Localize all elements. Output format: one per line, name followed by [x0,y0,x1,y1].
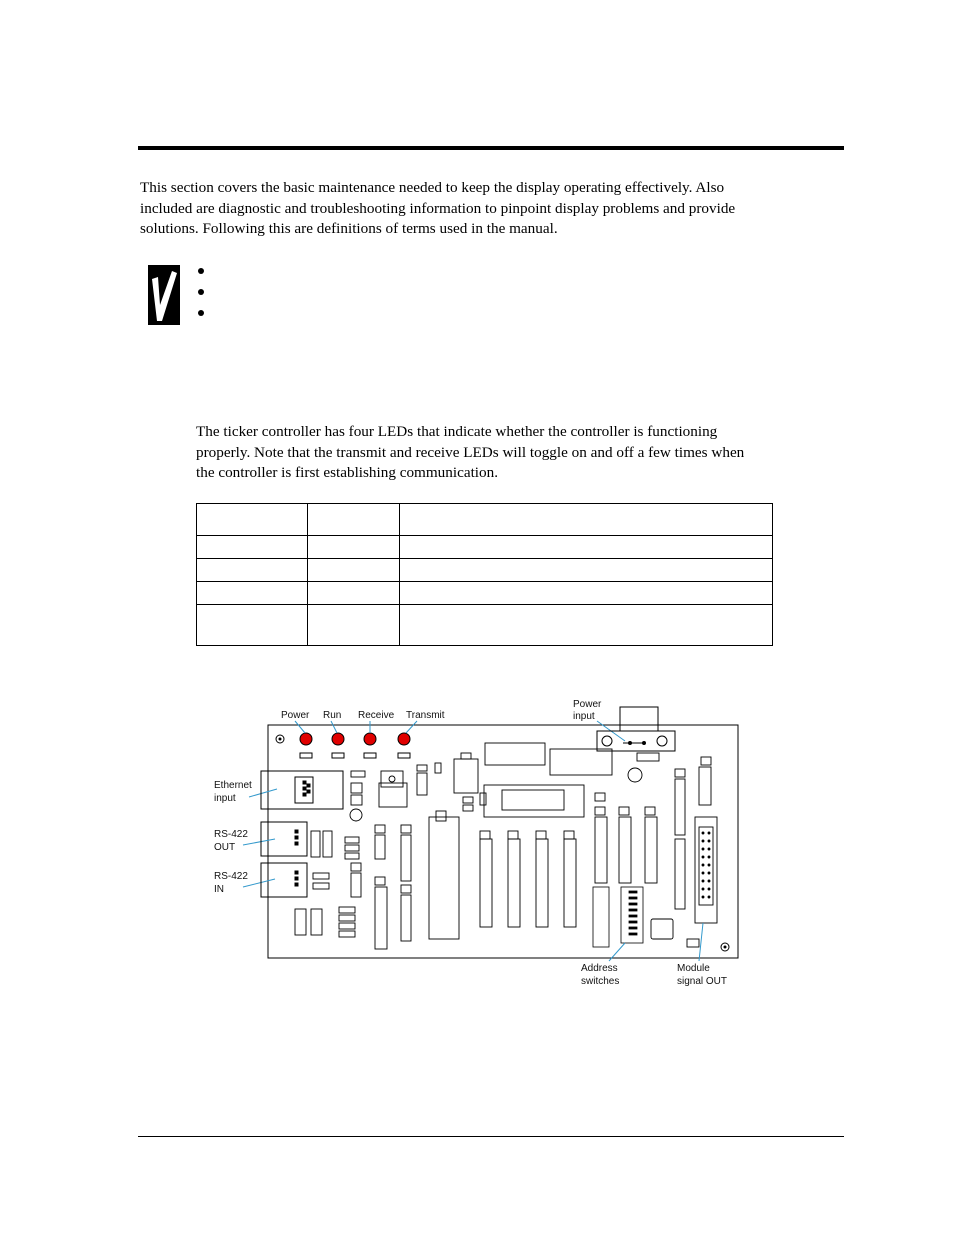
label-receive: Receive [358,710,395,721]
table-row [197,536,773,559]
table-header-row [197,504,773,536]
label-ethernet-2: input [214,793,236,804]
board-outline [268,725,738,958]
table-header-cell [400,504,773,536]
table-cell [308,559,400,582]
checkmark-icon [148,265,180,325]
bullet-icon [198,310,204,316]
table-cell [197,605,308,646]
table-header-cell [308,504,400,536]
table-cell [197,582,308,605]
label-power-input-1: Power [573,699,602,710]
table-row [197,605,773,646]
table-header-cell [197,504,308,536]
label-address-1: Address [581,963,618,974]
table-cell [308,605,400,646]
label-power-input-2: input [573,711,595,722]
table-cell [400,582,773,605]
table-row [197,582,773,605]
led-intro-paragraph: The ticker controller has four LEDs that indicate whether the controller is functioning properly. Note that the transmit and receive LEDs will toggle on and off a few times when the controller is first establishing communication. [196,423,745,481]
table-cell [400,605,773,646]
label-rs422-in-2: IN [214,884,224,895]
label-rs422-out-1: RS-422 [214,829,248,840]
controller-board-diagram [205,697,750,992]
label-ethernet-1: Ethernet [214,780,252,791]
label-power: Power [281,710,310,721]
label-rs422-out-2: OUT [214,842,236,853]
bullet-icon [198,289,204,295]
table-cell [400,536,773,559]
table-cell [197,559,308,582]
table-row [197,559,773,582]
label-run: Run [323,710,342,721]
section-top-rule [138,146,844,150]
label-transmit: Transmit [406,710,445,721]
bullet-icon [198,268,204,274]
label-address-2: switches [581,976,620,987]
label-module-2: signal OUT [677,976,728,987]
table-cell [308,536,400,559]
table-cell [308,582,400,605]
table-cell [197,536,308,559]
label-module-1: Module [677,963,710,974]
intro-paragraph: This section covers the basic maintenance needed to keep the display operating effectively. Also included are diagnostic and troubleshooting information to pinpoint display problems and provide solutions. Following this are definitions of terms used in the manual. [140,179,736,237]
footer-rule [138,1136,844,1137]
label-rs422-in-1: RS-422 [214,871,248,882]
table-cell [400,559,773,582]
led-status-table [196,503,773,646]
